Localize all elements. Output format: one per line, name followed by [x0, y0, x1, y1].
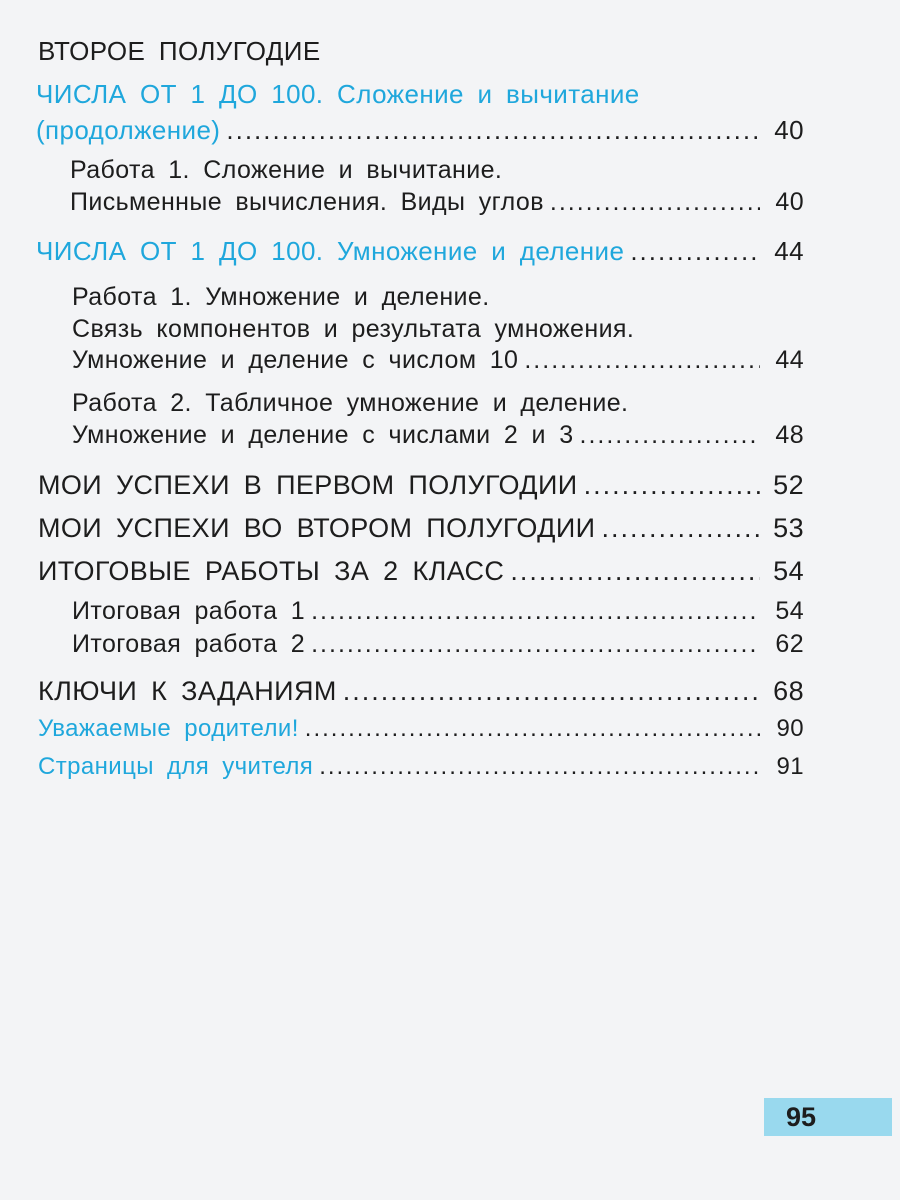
- page-ref: 40: [774, 115, 804, 145]
- page-ref: 40: [775, 188, 804, 216]
- page-ref: 44: [774, 236, 804, 266]
- ch2-work1-line1: Работа 1. Умножение и деление.: [72, 283, 490, 311]
- chapter1-title: [36, 79, 640, 110]
- ch2-work2-line1: Работа 2. Табличное умножение и деление.: [72, 389, 629, 417]
- page-ref: 62: [775, 630, 804, 658]
- leader-dots: [630, 236, 760, 267]
- leader-dots: [550, 188, 760, 217]
- toc-entry-final-work2: Итоговая работа 2 ..... 62: [72, 630, 804, 659]
- toc-entry-teacher: Страницы для учителя ..... 91: [38, 753, 804, 781]
- toc-entry-keys: КЛЮЧИ К ЗАДАНИЯМ ..... 68: [38, 676, 804, 707]
- chapter2-title: ЧИСЛА ОТ 1 ДО 100. Умножение и деление: [36, 236, 625, 266]
- page-ref: 68: [773, 676, 804, 706]
- toc-entry-success1: МОИ УСПЕХИ В ПЕРВОМ ПОЛУГОДИИ ..... 52: [38, 470, 804, 501]
- section-header: [38, 36, 321, 67]
- page-ref: 52: [773, 470, 804, 500]
- chapter1-title-line2: (продолжение): [36, 115, 221, 145]
- leader-dots: [319, 753, 760, 781]
- leader-dots: [311, 597, 760, 626]
- work1-line2: Письменные вычисления. Виды углов: [70, 188, 544, 216]
- chapter1-title-line1: ЧИСЛА ОТ 1 ДО 100. Сложение и вычитание: [36, 79, 640, 109]
- toc-entry-success2: МОИ УСПЕХИ ВО ВТОРОМ ПОЛУГОДИИ ..... 53: [38, 513, 804, 544]
- leader-dots: [510, 556, 760, 587]
- ch2-work1-line2: Связь компонентов и результата умножения.: [72, 315, 635, 343]
- leader-dots: [226, 115, 760, 146]
- toc-entry-chapter1: [36, 115, 804, 146]
- page-ref: 44: [775, 346, 804, 374]
- leader-dots: [524, 346, 760, 375]
- ch2-work1-line3: Умножение и деление с числом 10: [72, 346, 519, 374]
- toc-entry-parents: Уважаемые родители! ..... 90: [38, 715, 804, 743]
- leader-dots: [580, 421, 761, 450]
- toc-entry-ch1-work1: [70, 188, 804, 217]
- toc-entry-chapter2: [36, 236, 804, 267]
- leader-dots: [305, 715, 760, 743]
- leader-dots: [343, 676, 760, 707]
- toc-entry-final: ИТОГОВЫЕ РАБОТЫ ЗА 2 КЛАСС ..... 54: [38, 556, 804, 587]
- work1-line1: Работа 1. Сложение и вычитание.: [70, 156, 503, 184]
- toc-entry-ch2-work1: [72, 346, 804, 375]
- toc-entry-final-work1: Итоговая работа 1 ..... 54: [72, 597, 804, 626]
- page-number: 95: [786, 1101, 817, 1132]
- page-ref: 48: [775, 421, 804, 449]
- page-ref: 91: [776, 753, 804, 780]
- page-ref: 53: [773, 513, 804, 543]
- page-number-tab: [764, 1098, 892, 1136]
- section-header-text: ВТОРОЕ ПОЛУГОДИЕ: [38, 36, 321, 66]
- leader-dots: [601, 513, 760, 544]
- page-ref: 54: [775, 597, 804, 625]
- ch2-work2-line2: Умножение и деление с числами 2 и 3: [72, 421, 574, 449]
- toc-entry-ch2-work2: [72, 421, 804, 450]
- page-ref: 90: [776, 715, 804, 742]
- leader-dots: [584, 470, 760, 501]
- page-ref: 54: [773, 556, 804, 586]
- leader-dots: [311, 630, 760, 659]
